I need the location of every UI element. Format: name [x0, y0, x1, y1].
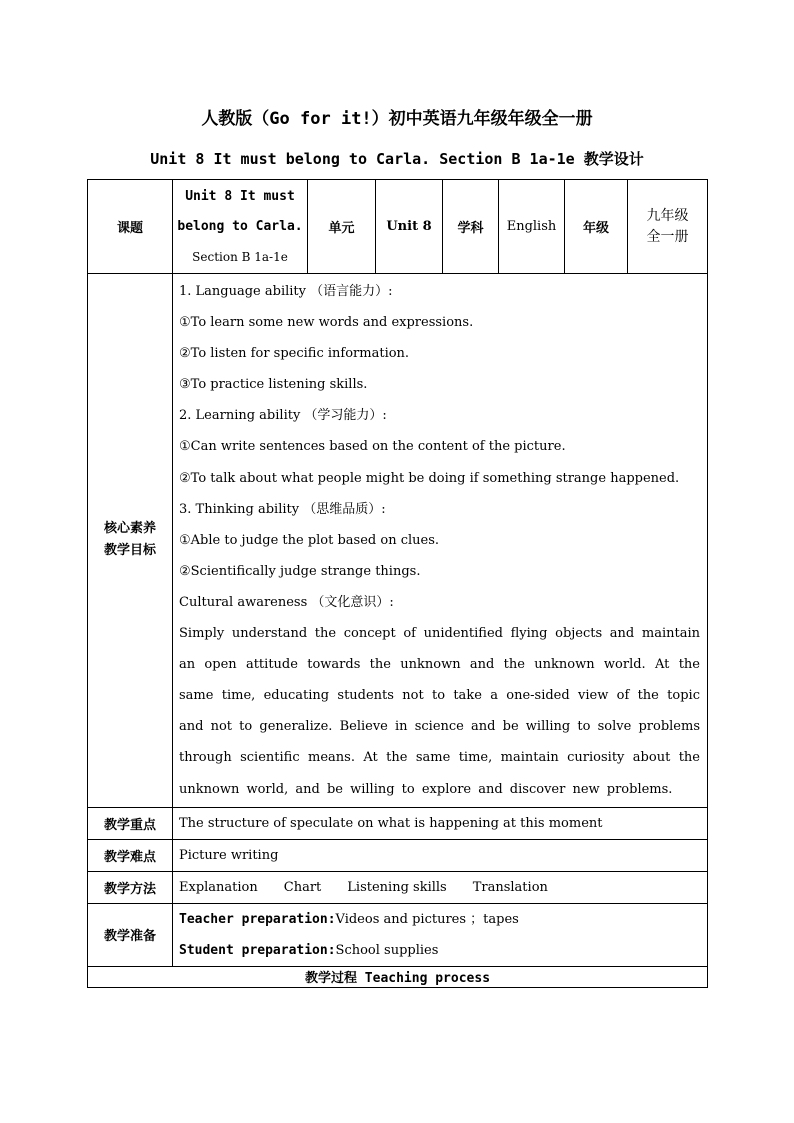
lesson-title-line2: belong to Carla.	[177, 218, 303, 234]
student-preparation	[179, 935, 707, 966]
goal-line: ①To learn some new words and expressions.	[179, 315, 474, 331]
preparation-row	[88, 903, 708, 966]
cultural-awareness-paragraph: Simply understand the concept of unidentified flying objects and maintain an open attitude towards the unknown and the unknown world. At the same time, educating students not to take a one-sided view of the topic and not to generalize. Believe in science and be willing to solve problems through scientific means. At the same time, maintain curiosity about the unknown world, and be willing to explore and discover new problems.	[179, 626, 700, 797]
topic-label: 课题	[88, 180, 173, 274]
preparation-label: 教学准备	[88, 903, 173, 966]
goals-label-line2: 教学目标	[103, 543, 156, 559]
goals-content	[173, 274, 708, 808]
lesson-section: Section B 1a-1e	[192, 249, 288, 264]
teacher-preparation-text: Videos and pictures ；tapes	[335, 911, 519, 927]
grade-value-line2: 全一册	[646, 228, 689, 245]
goal-line: ②To listen for specific information.	[179, 346, 410, 362]
goals-label-line1: 核心素养	[103, 521, 156, 537]
student-preparation-text: School supplies	[335, 942, 439, 958]
method-item: Translation	[472, 879, 548, 895]
lesson-plan-table	[87, 179, 708, 988]
goal-line: ②To talk about what people might be doing if something strange happened.	[179, 470, 680, 486]
grade-value-line1: 九年级	[646, 207, 689, 224]
difficulty-label: 教学难点	[88, 839, 173, 871]
difficulty-row	[88, 839, 708, 871]
goals-row	[88, 274, 708, 808]
method-item: Chart	[283, 879, 322, 895]
unit-value: Unit 8	[376, 180, 443, 274]
teacher-preparation	[179, 904, 707, 935]
goal-line: ②Scientifically judge strange things.	[179, 563, 421, 579]
header-row	[88, 180, 708, 274]
teaching-process-heading: 教学过程 Teaching process	[88, 966, 708, 987]
grade-label: 年级	[565, 180, 628, 274]
grade-value-cell	[628, 180, 708, 274]
goal-line: ①Can write sentences based on the content of the picture.	[179, 439, 566, 455]
method-item: Explanation	[179, 879, 258, 895]
subject-label: 学科	[443, 180, 499, 274]
unit-label: 单元	[308, 180, 376, 274]
document-subtitle: Unit 8 It must belong to Carla. Section B 1a-1e 教学设计	[150, 150, 644, 168]
method-item: Listening skills	[347, 879, 447, 895]
lesson-title-line1: Unit 8 It must	[185, 188, 295, 204]
focus-row	[88, 807, 708, 839]
goal-line: Cultural awareness （文化意识）:	[179, 594, 394, 610]
goal-line: 3. Thinking ability （思维品质）:	[179, 501, 386, 517]
preparation-content	[173, 903, 708, 966]
focus-label: 教学重点	[88, 807, 173, 839]
goal-line: ③To practice listening skills.	[179, 377, 368, 393]
teacher-preparation-label: Teacher preparation:	[179, 911, 336, 927]
methods-label: 教学方法	[88, 871, 173, 903]
process-row	[88, 966, 708, 987]
lesson-title-cell	[173, 180, 308, 274]
goal-line: ①Able to judge the plot based on clues.	[179, 532, 440, 548]
goal-line: 1. Language ability （语言能力）:	[179, 284, 393, 299]
focus-text: The structure of speculate on what is happening at this moment	[173, 807, 708, 839]
goals-label	[88, 274, 173, 808]
methods-list	[173, 871, 708, 903]
difficulty-text: Picture writing	[173, 839, 708, 871]
methods-row	[88, 871, 708, 903]
subject-value: English	[499, 180, 565, 274]
student-preparation-label: Student preparation:	[179, 942, 336, 958]
goal-line: 2. Learning ability （学习能力）:	[179, 408, 387, 424]
document-title: 人教版（Go for it!）初中英语九年级年级全一册	[201, 109, 593, 129]
